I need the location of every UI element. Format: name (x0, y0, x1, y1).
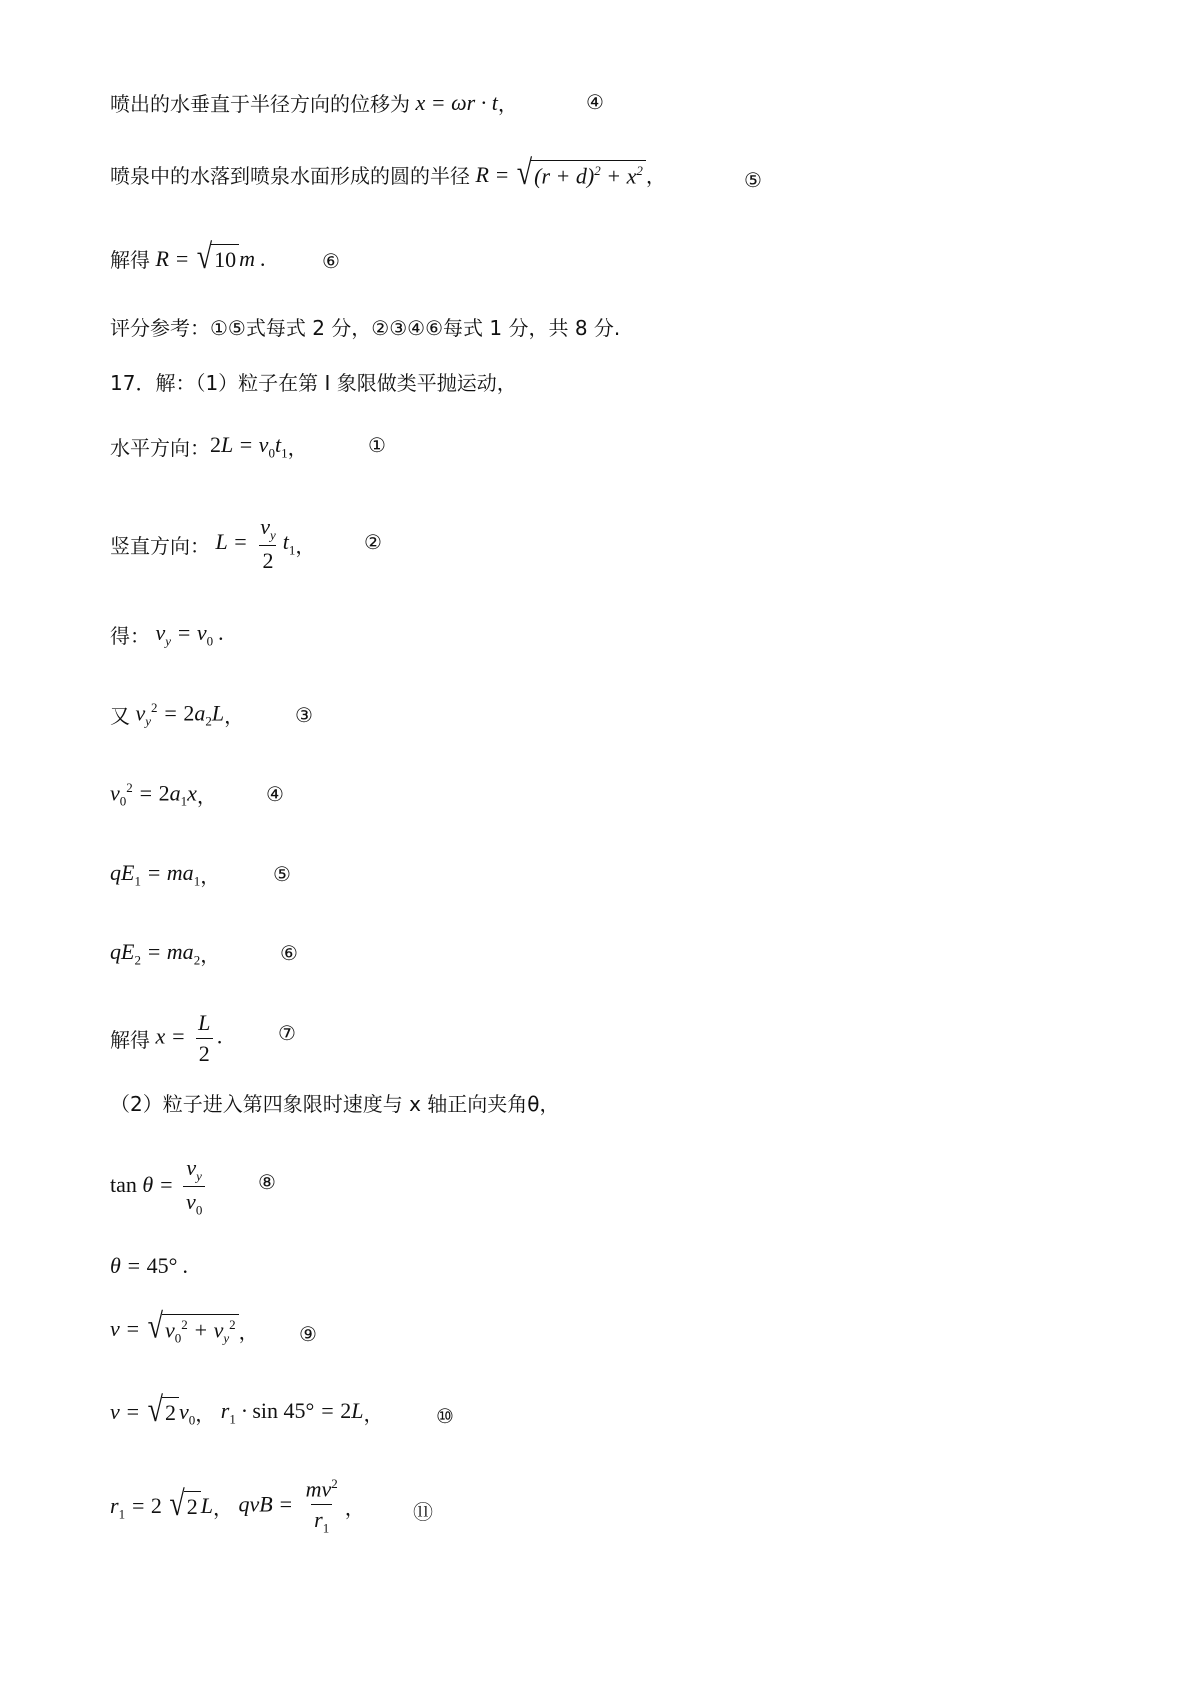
formula-horizontal: $2L = v_0t_1$ (210, 432, 288, 461)
line-qE1 (110, 860, 220, 889)
formula-tan-theta: tan θ = $\frac{v_y}{v_0}$ (110, 1155, 209, 1219)
line-radius (110, 153, 666, 193)
line-solve-R (110, 237, 267, 277)
eq-tag: ⑥ (322, 249, 340, 273)
formula-vy-v0: $v_y = v_0$ . (150, 620, 225, 649)
line-text: 解得 (110, 1028, 150, 1052)
eq-tag: ⑦ (278, 1021, 296, 1045)
comma: ， (213, 1495, 234, 1520)
eq-tag: ③ (295, 703, 313, 727)
formula-vertical: L = $\frac{v_y}{2}$ $t_1$ (210, 514, 296, 574)
line-vy-squared (110, 700, 244, 730)
line-part2 (110, 1088, 560, 1117)
comma: ， (224, 704, 245, 729)
comma: ， (645, 164, 666, 189)
line-vy-equals-v0 (110, 620, 224, 649)
formula-qE2: $qE_2 = ma_2$ (110, 939, 201, 968)
line-v-magnitude (110, 1307, 259, 1347)
line-solve-x (110, 1010, 223, 1067)
eq-tag: ① (368, 433, 386, 457)
eq-tag: ⑥ (280, 941, 298, 965)
line-horizontal (110, 432, 308, 461)
line-displacement (110, 88, 518, 117)
line-text: 得： (110, 624, 150, 649)
comma: ， (200, 943, 221, 968)
formula-v-sqrt2: v = √ 2 $v_0$ (110, 1390, 196, 1430)
line-r1-qvB (110, 1476, 365, 1537)
eq-tag: ⑪ (413, 1500, 433, 1524)
formula-r1-sin: $r_1 \cdot \sin 45^\circ = 2L$ (215, 1398, 364, 1427)
formula-r1-value: $r_1 = 2$ √ 2 L (110, 1484, 214, 1524)
line-tan-theta (110, 1155, 209, 1219)
line-text: 17．解：（1）粒子在第 Ⅰ 象限做类平抛运动， (110, 371, 517, 395)
formula-displacement: x = ωr · t (410, 89, 498, 115)
line-text: 评分参考：①⑤式每式 2 分，②③④⑥每式 1 分，共 8 分. (110, 316, 621, 340)
comma: ， (196, 784, 217, 809)
line-text: 竖直方向： (110, 533, 210, 558)
formula-v-magnitude: v = √ $v_0^2 + v_y^2$ (110, 1314, 239, 1347)
eq-tag: ④ (586, 90, 604, 114)
eq-tag: ⑤ (744, 168, 762, 192)
comma: ， (238, 1319, 259, 1344)
eq-tag: ② (364, 530, 382, 554)
eq-tag: ⑨ (299, 1322, 317, 1346)
formula-qE1: $qE_1 = ma_1$ (110, 860, 201, 889)
eq-tag: ⑧ (258, 1170, 276, 1194)
eq-tag: ⑤ (273, 862, 291, 886)
comma: ， (344, 1495, 365, 1520)
line-text: （2）粒子进入第四象限时速度与 x 轴正向夹角θ， (110, 1092, 560, 1116)
line-text: 水平方向： (110, 436, 210, 461)
formula-vy-squared: $v_y^2 = 2a_2L$ (130, 700, 225, 729)
line-q17 (110, 367, 517, 396)
comma: ， (295, 533, 316, 558)
formula-radius: R = √ $(r + d)^2 + x^2$ (470, 160, 646, 189)
formula-v0-squared: $v_0^2 = 2a_1x$ (110, 780, 197, 809)
formula-theta-45: θ = 45° . (110, 1253, 189, 1278)
line-text: 解得 (110, 248, 150, 272)
line-v-r1 (110, 1390, 384, 1430)
line-vertical (110, 514, 315, 574)
line-scoring (110, 312, 620, 341)
formula-x-result: x = $\frac{L}{2}$ . (150, 1010, 223, 1066)
comma: ， (363, 1402, 384, 1427)
eq-tag: ④ (266, 782, 284, 806)
eq-tag: ⑩ (436, 1404, 454, 1428)
comma: ， (497, 92, 518, 116)
comma: ， (195, 1402, 216, 1427)
comma: ， (200, 864, 221, 889)
line-text: 喷出的水垂直于半径方向的位移为 (110, 92, 410, 116)
formula-R-result: R = √ 10 m . (150, 237, 267, 277)
line-v0-squared (110, 780, 217, 810)
formula-qvB: qvB = $\frac{mv^2}{r_1}$ (233, 1476, 338, 1536)
line-qE2 (110, 939, 220, 968)
comma: ， (287, 436, 308, 461)
line-text: 又 (110, 704, 130, 729)
line-theta-45 (110, 1253, 188, 1279)
line-text: 喷泉中的水落到喷泉水面形成的圆的半径 (110, 164, 470, 189)
